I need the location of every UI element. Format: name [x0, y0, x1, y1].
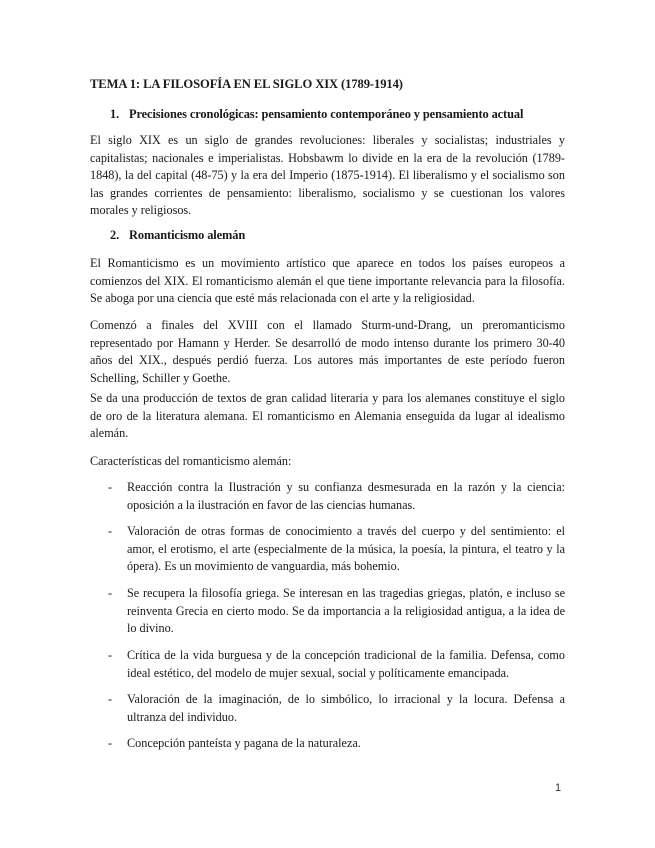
- section-heading-1: [110, 106, 570, 124]
- list-item-text: Reacción contra la Ilustración y su confianza desmesurada en la razón y la ciencia: oposición a la ilustración en favor de las ciencias humanas.: [127, 480, 565, 512]
- page-number: 1: [555, 782, 562, 794]
- list-marker: -: [108, 586, 113, 600]
- list-marker: -: [108, 524, 113, 538]
- document-title: TEMA 1: LA FILOSOFÍA EN EL SIGLO XIX (1789-1914): [90, 77, 403, 91]
- paragraph: El Romanticismo es un movimiento artístico que aparece en todos los países europeos a comienzos del XIX. El romanticismo alemán el que tiene importante relevancia para la filosofía. Se aboga por una ciencia que esté más relacionada con el arte y la religiosidad.: [90, 256, 565, 305]
- section-title: Romanticismo alemán: [129, 228, 246, 242]
- section-heading-2: [110, 227, 570, 245]
- list-marker: -: [108, 736, 113, 750]
- list-item-text: Valoración de la imaginación, de lo simbólico, lo irracional y la locura. Defensa a ultranza del individuo.: [127, 692, 565, 724]
- list-item-text: Concepción panteísta y pagana de la naturaleza.: [127, 736, 361, 750]
- list-item: [90, 585, 565, 638]
- section-title: Precisiones cronológicas: pensamiento contemporáneo y pensamiento actual: [129, 107, 524, 121]
- list-intro: Características del romanticismo alemán:: [90, 454, 292, 468]
- list-item-text: Crítica de la vida burguesa y de la concepción tradicional de la familia. Defensa, como ideal estético, del modelo de mujer sexual, social y políticamente emancipada.: [127, 648, 565, 680]
- paragraph: Se da una producción de textos de gran calidad literaria y para los alemanes constituye el siglo de oro de la literatura alemana. El romanticismo en Alemania enseguida da lugar al idealismo alemán.: [90, 391, 565, 440]
- list-item-text: Valoración de otras formas de conocimiento a través del cuerpo y del sentimiento: el amor, el erotismo, el arte (especialmente de la música, la poesía, la pintura, el teatro y la ópera). Es un movimiento de vanguardia, más bohemio.: [127, 524, 565, 573]
- list-item: [90, 479, 565, 514]
- section-number: 2.: [110, 228, 120, 242]
- list-marker: -: [108, 692, 113, 706]
- paragraph: El siglo XIX es un siglo de grandes revoluciones: liberales y socialistas; industriales y capitalistas; nacionales e imperialistas. Hobsbawm lo divide en la era de la revolución (1789-1848), la del capital (48-75) y la era del Imperio (1875-1914). El liberalismo y el socialismo son las grandes corrientes de pensamiento: liberalismo, socialismo y se cuestionan los valores morales y religiosos.: [90, 133, 565, 217]
- list-item-text: Se recupera la filosofía griega. Se interesan en las tragedias griegas, platón, e incluso se reinventa Grecia en cierto modo. Se da importancia a la religiosidad antigua, a la idea de lo divino.: [127, 586, 565, 635]
- list-marker: -: [108, 480, 113, 494]
- list-marker: -: [108, 648, 113, 662]
- list-item: [90, 691, 565, 726]
- list-item: [90, 735, 565, 753]
- list-item: [90, 523, 565, 576]
- paragraph: Comenzó a finales del XVIII con el llamado Sturm-und-Drang, un preromanticismo representado por Hamann y Herder. Se desarrolló de modo intenso durante los primero 30-40 años del XIX., después perdió fuerza. Los autores más importantes de este período fueron Schelling, Schiller y Goethe.: [90, 318, 565, 385]
- list-item: [90, 647, 565, 682]
- section-number: 1.: [110, 107, 120, 121]
